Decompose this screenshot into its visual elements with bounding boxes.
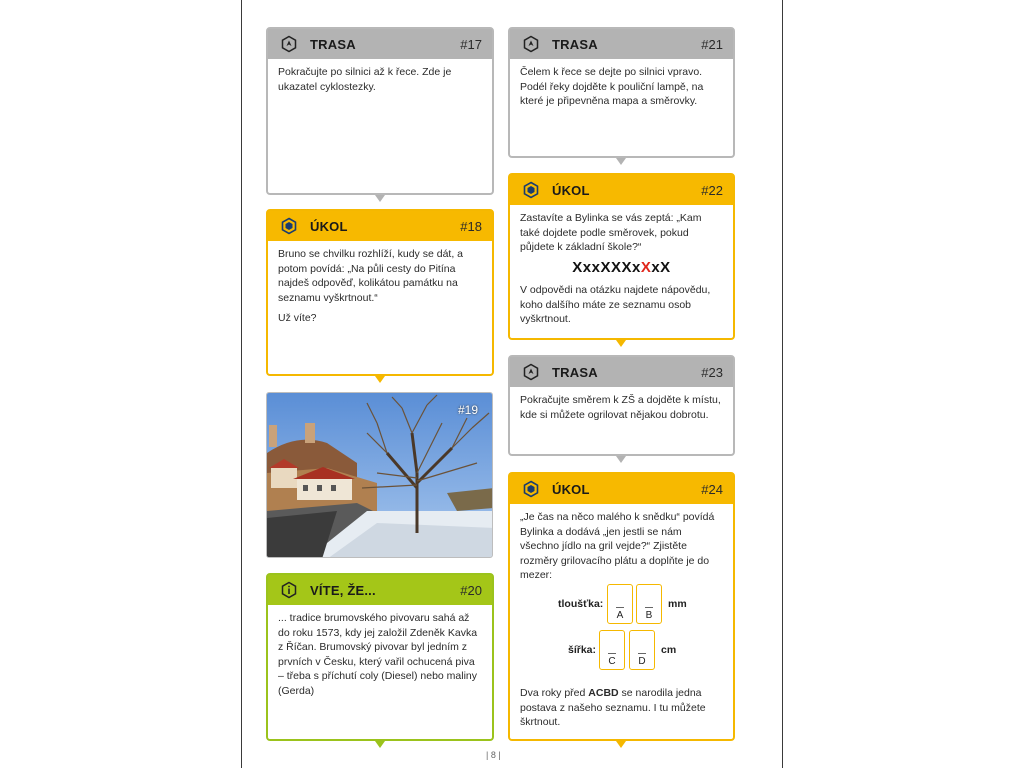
card-19-photo — [266, 392, 493, 558]
card-number: #19 — [457, 403, 478, 417]
card-hint: V odpovědi na otázku najdete nápovědu, koho dalšího máte ze seznamu osob vyškrtnout. — [520, 284, 711, 325]
answer-box-b[interactable] — [636, 584, 662, 624]
card-header — [510, 29, 733, 59]
card-header — [268, 211, 492, 241]
card-text: ... tradice brumovského pivovaru sahá až do roku 1573, kdy jej založil Zdeněk Kavka z Říčan. Brumovský pivovar byl jedním z prvních v Česku, který vařil ochucená piva – třeba s příchutí coly (Diesel) nebo maliny (Gerda) — [278, 612, 478, 697]
card-type-label: TRASA — [552, 364, 598, 380]
thickness-unit: mm — [668, 598, 687, 610]
card-number: #17 — [460, 36, 482, 52]
box-letter: A — [616, 610, 624, 621]
flow-arrow — [616, 741, 626, 748]
code-part: XxxXXXx — [572, 258, 641, 276]
width-label: šířka: — [568, 644, 597, 656]
card-text: Zastavíte a Bylinka se vás zeptá: „Kam také dojdete podle směrovek, pokud půjdete k základní škole?“ — [520, 212, 702, 253]
card-text: Čelem k řece se dejte po silnici vpravo. Podél řeky dojděte k pouliční lampě, na které je připevněna mapa a směrovky. — [520, 66, 704, 107]
card-24-ukol — [508, 472, 735, 741]
route-icon — [522, 35, 540, 53]
card-17-trasa — [266, 27, 494, 195]
card-number: #20 — [460, 582, 482, 598]
card-21-trasa — [508, 27, 735, 158]
card-header — [268, 575, 492, 605]
answer-box-c[interactable] — [599, 630, 625, 670]
flow-arrow — [616, 340, 626, 347]
card-header — [510, 357, 733, 387]
card-22-ukol — [508, 173, 735, 340]
card-type-label: VÍTE, ŽE... — [310, 582, 376, 598]
answer-box-d[interactable] — [629, 630, 655, 670]
card-type-label: TRASA — [310, 36, 356, 52]
card-text: Pokračujte směrem k ZŠ a dojděte k místu, kde si můžete ogrilovat nějakou dobrotu. — [520, 394, 721, 421]
card-18-ukol — [266, 209, 494, 376]
village-photo — [267, 393, 493, 558]
box-letter: B — [645, 610, 653, 621]
card-header — [510, 175, 733, 205]
answer-code — [520, 258, 723, 276]
width-unit: cm — [661, 644, 677, 656]
card-type-label: ÚKOL — [552, 182, 590, 198]
card-header — [268, 29, 492, 59]
card-number: #22 — [701, 182, 723, 198]
hexagon-task-icon — [522, 480, 540, 498]
card-text: Pokračujte po silnici až k řece. Zde je ukazatel cyklostezky. — [278, 66, 452, 93]
card-23-trasa — [508, 355, 735, 456]
card-text-final: Dva roky před ACBD se narodila jedna postava z našeho seznamu. I tu můžete škrtnout. — [520, 687, 706, 728]
hexagon-task-icon — [522, 181, 540, 199]
card-type-label: ÚKOL — [552, 481, 590, 497]
card-number: #23 — [701, 364, 723, 380]
card-type-label: ÚKOL — [310, 218, 348, 234]
route-icon — [280, 35, 298, 53]
card-question: Už víte? — [278, 312, 317, 324]
route-icon — [522, 363, 540, 381]
card-number: #24 — [701, 481, 723, 497]
card-number: #18 — [460, 218, 482, 234]
card-text: Bruno se chvilku rozhlíží, kudy se dát, a potom povídá: „Na půli cesty do Pitína najdeš odpověď, kolikátou památku na seznamu vyškrtnout.“ — [278, 248, 464, 304]
card-header — [510, 474, 733, 504]
card-text: „Je čas na něco malého k snědku“ povídá Bylinka a dodává „jen jestli se nám všechno jídlo na gril vejde?“ Zjistěte rozměry grilovacího plátu a doplňte je do mezer: — [520, 511, 715, 581]
code-part: xX — [651, 258, 671, 276]
flow-arrow — [375, 741, 385, 748]
code-highlight: X — [640, 258, 652, 276]
answer-box-a[interactable] — [607, 584, 633, 624]
card-number: #21 — [701, 36, 723, 52]
hexagon-task-icon — [280, 217, 298, 235]
flow-arrow — [616, 456, 626, 463]
card-type-label: TRASA — [552, 36, 598, 52]
card-20-vite-ze — [266, 573, 494, 741]
box-letter: D — [638, 656, 646, 667]
flow-arrow — [375, 195, 385, 202]
thickness-label: tloušťka: — [558, 598, 604, 610]
page-number: | 8 | — [486, 750, 501, 760]
info-icon — [280, 581, 298, 599]
flow-arrow — [375, 376, 385, 383]
flow-arrow — [616, 158, 626, 165]
box-letter: C — [608, 656, 616, 667]
